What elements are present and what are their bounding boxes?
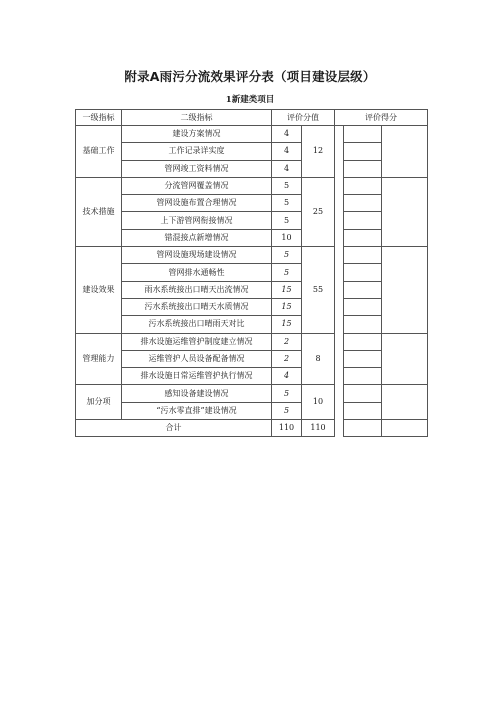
- table-header-row: [76, 110, 428, 126]
- group-result-cell: [382, 333, 428, 385]
- item-result-cell: [344, 333, 382, 350]
- item-result-cell: [344, 350, 382, 367]
- item-score-cell: 5: [272, 264, 302, 281]
- item-label-cell: “污水零直排”建设情况: [122, 402, 272, 419]
- item-label-cell: 管网设施布置合理情况: [122, 195, 272, 212]
- table-row: [76, 229, 428, 246]
- item-result-cell: [344, 402, 382, 419]
- item-result-cell: [344, 247, 382, 264]
- item-label-cell: 污水系统接出口晴雨天对比: [122, 316, 272, 333]
- item-label-cell: 污水系统接出口晴天水质情况: [122, 298, 272, 315]
- item-result-cell: [344, 298, 382, 315]
- item-score-cell: 5: [272, 402, 302, 419]
- table-row: [76, 177, 428, 194]
- table-row: [76, 333, 428, 350]
- item-label-cell: 排水设施运维管护制度建立情况: [122, 333, 272, 350]
- document-title: 附录A雨污分流效果评分表（项目建设层级）: [124, 69, 376, 84]
- header-score-result: 评价得分: [335, 110, 428, 126]
- header-level2: 二级指标: [122, 110, 272, 126]
- table-row: [76, 402, 428, 419]
- score-spacer-cell: [335, 333, 344, 385]
- item-label-cell: 上下游管网衔接情况: [122, 212, 272, 229]
- group-result-cell: [382, 177, 428, 246]
- item-result-cell: [344, 160, 382, 177]
- item-result-cell: [344, 126, 382, 143]
- item-label-cell: 管网排水通畅性: [122, 264, 272, 281]
- group-name-cell: 建设效果: [76, 247, 122, 333]
- item-result-cell: [344, 143, 382, 160]
- item-label-cell: 工作记录详实度: [122, 143, 272, 160]
- group-name-cell: 加分项: [76, 385, 122, 420]
- score-table-body: [76, 110, 428, 437]
- table-row: [76, 316, 428, 333]
- total-group-cell: 110: [302, 420, 335, 437]
- item-score-cell: 5: [272, 212, 302, 229]
- item-result-cell: [344, 229, 382, 246]
- item-score-cell: 2: [272, 350, 302, 367]
- item-score-cell: 15: [272, 316, 302, 333]
- item-score-cell: 2: [272, 333, 302, 350]
- item-result-cell: [344, 368, 382, 385]
- group-total-cell: 8: [302, 333, 335, 385]
- item-label-cell: 建设方案情况: [122, 126, 272, 143]
- item-label-cell: 管网竣工资料情况: [122, 160, 272, 177]
- item-score-cell: 5: [272, 195, 302, 212]
- total-spacer-cell: [335, 420, 344, 437]
- group-total-cell: 55: [302, 247, 335, 333]
- item-label-cell: 感知设备建设情况: [122, 385, 272, 402]
- item-score-cell: 4: [272, 160, 302, 177]
- total-result-cell: [344, 420, 382, 437]
- item-score-cell: 5: [272, 385, 302, 402]
- total-label-cell: 合计: [76, 420, 272, 437]
- table-row: [76, 298, 428, 315]
- item-result-cell: [344, 316, 382, 333]
- group-name-cell: 技术措施: [76, 177, 122, 246]
- group-result-cell: [382, 385, 428, 420]
- item-label-cell: 管网设施现场建设情况: [122, 247, 272, 264]
- score-spacer-cell: [335, 247, 344, 333]
- item-score-cell: 4: [272, 143, 302, 160]
- table-row: [76, 368, 428, 385]
- item-label-cell: 排水设施日常运维管护执行情况: [122, 368, 272, 385]
- item-label-cell: 雨水系统接出口晴天出流情况: [122, 281, 272, 298]
- item-label-cell: 错混接点新增情况: [122, 229, 272, 246]
- score-table: [75, 109, 428, 437]
- total-final-cell: [382, 420, 428, 437]
- item-score-cell: 15: [272, 281, 302, 298]
- document-subtitle: 1新建类项目: [225, 95, 275, 105]
- item-result-cell: [344, 385, 382, 402]
- group-total-cell: 12: [302, 126, 335, 178]
- score-spacer-cell: [335, 385, 344, 420]
- table-row: [76, 160, 428, 177]
- group-result-cell: [382, 126, 428, 178]
- item-result-cell: [344, 281, 382, 298]
- total-row: [76, 420, 428, 437]
- group-name-cell: 基础工作: [76, 126, 122, 178]
- item-score-cell: 5: [272, 247, 302, 264]
- item-label-cell: 分流管网覆盖情况: [122, 177, 272, 194]
- item-result-cell: [344, 212, 382, 229]
- item-score-cell: 4: [272, 368, 302, 385]
- table-row: [76, 143, 428, 160]
- header-score-value: 评价分值: [272, 110, 335, 126]
- group-total-cell: 25: [302, 177, 335, 246]
- group-result-cell: [382, 247, 428, 333]
- item-score-cell: 5: [272, 177, 302, 194]
- item-score-cell: 10: [272, 229, 302, 246]
- group-total-cell: 10: [302, 385, 335, 420]
- table-row: [76, 350, 428, 367]
- table-row: [76, 195, 428, 212]
- table-row: [76, 281, 428, 298]
- score-spacer-cell: [335, 126, 344, 178]
- item-result-cell: [344, 264, 382, 281]
- table-row: [76, 385, 428, 402]
- table-row: [76, 264, 428, 281]
- header-level1: 一级指标: [76, 110, 122, 126]
- table-row: [76, 212, 428, 229]
- group-name-cell: 管理能力: [76, 333, 122, 385]
- total-score-cell: 110: [272, 420, 302, 437]
- table-row: [76, 247, 428, 264]
- item-score-cell: 15: [272, 298, 302, 315]
- item-result-cell: [344, 195, 382, 212]
- item-score-cell: 4: [272, 126, 302, 143]
- score-spacer-cell: [335, 177, 344, 246]
- item-label-cell: 运维管护人员设备配备情况: [122, 350, 272, 367]
- table-row: [76, 126, 428, 143]
- item-result-cell: [344, 177, 382, 194]
